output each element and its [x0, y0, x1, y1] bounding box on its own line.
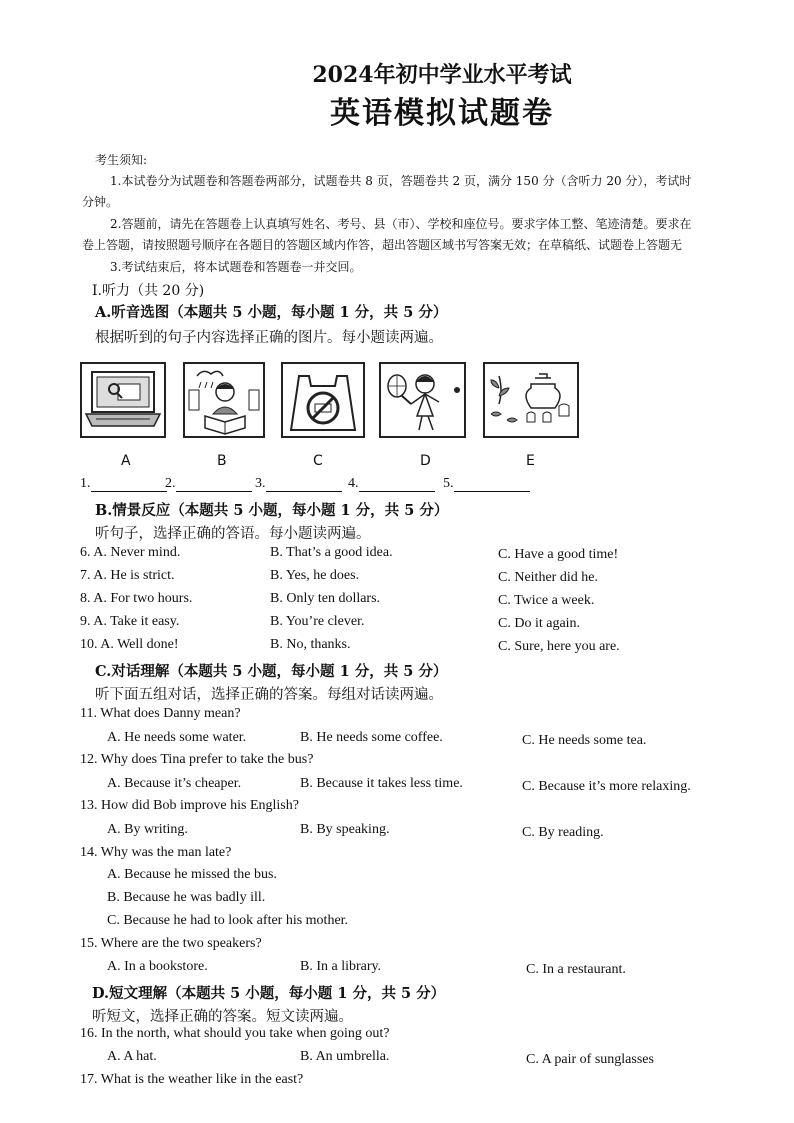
part-c-instruction: 听下面五组对话，选择正确的答案。每组对话读两遍。 [95, 687, 443, 703]
q15-option-b[interactable]: B. In a library. [300, 959, 382, 974]
q13-stem: 13. How did Bob improve his English? [80, 798, 299, 813]
exam-subtitle: 英语模拟试题卷 [330, 96, 554, 131]
q16-option-c[interactable]: C. A pair of sunglasses [526, 1052, 654, 1067]
q14-option-b[interactable]: B. Because he was badly ill. [107, 890, 266, 905]
q15-option-a[interactable]: A. In a bookstore. [107, 959, 208, 974]
q14-stem: 14. Why was the man late? [80, 845, 232, 860]
q12-option-a[interactable]: A. Because it’s cheaper. [107, 776, 242, 791]
q8-option-c[interactable]: C. Twice a week. [498, 593, 595, 608]
q16-option-a[interactable]: A. A hat. [107, 1049, 157, 1064]
q16-stem: 16. In the north, what should you take when going out? [80, 1026, 390, 1041]
picture-c-no-plastic-bag [281, 362, 365, 438]
answer-blank-4[interactable] [348, 476, 435, 492]
q7-option-b[interactable]: B. Yes, he does. [270, 568, 360, 583]
q10-option-c[interactable]: C. Sure, here you are. [498, 639, 620, 654]
q12-option-b[interactable]: B. Because it takes less time. [300, 776, 463, 791]
q13-option-b[interactable]: B. By speaking. [300, 822, 390, 837]
laptop-icon [82, 364, 164, 436]
q14-option-a[interactable]: A. Because he missed the bus. [107, 867, 277, 882]
blank-number: 1. [80, 476, 91, 491]
plastic-bag-icon [283, 364, 363, 436]
answer-blank-5[interactable] [443, 476, 530, 492]
notice-line-1b: 分钟。 [82, 195, 119, 209]
section-listening-title: Ⅰ.听力（共 20 分) [92, 283, 205, 299]
picture-e-tea-set [483, 362, 579, 438]
tea-set-icon [485, 364, 577, 436]
blank-number: 4. [348, 476, 359, 491]
q10-option-a[interactable]: 10. A. Well done! [80, 637, 179, 652]
answer-blank-2[interactable] [165, 476, 252, 492]
q11-option-a[interactable]: A. He needs some water. [107, 730, 247, 745]
q7-option-c[interactable]: C. Neither did he. [498, 570, 598, 585]
q9-option-c[interactable]: C. Do it again. [498, 616, 581, 631]
q16-option-b[interactable]: B. An umbrella. [300, 1049, 390, 1064]
q10-option-b[interactable]: B. No, thanks. [270, 637, 351, 652]
q14-option-c[interactable]: C. Because he had to look after his mother. [107, 913, 349, 928]
picture-label-e: E [526, 453, 535, 469]
q17-stem: 17. What is the weather like in the east? [80, 1072, 304, 1087]
answer-blank-1[interactable] [80, 476, 167, 492]
picture-label-c: C [313, 453, 323, 469]
q11-option-c[interactable]: C. He needs some tea. [522, 733, 647, 748]
picture-a-laptop [80, 362, 166, 438]
part-a-instruction: 根据听到的句子内容选择正确的图片。每小题读两遍。 [95, 330, 443, 346]
blank-number: 5. [443, 476, 454, 491]
blank-number: 3. [255, 476, 266, 491]
q11-stem: 11. What does Danny mean? [80, 706, 241, 721]
q7-option-a[interactable]: 7. A. He is strict. [80, 568, 175, 583]
q8-option-b[interactable]: B. Only ten dollars. [270, 591, 381, 606]
q9-option-b[interactable]: B. You’re clever. [270, 614, 365, 629]
notice-heading: 考生须知: [95, 153, 148, 167]
q13-option-a[interactable]: A. By writing. [107, 822, 188, 837]
exam-title: 2024年初中学业水平考试 [312, 62, 572, 88]
part-c-title: C.对话理解（本题共 5 小题，每小题 1 分，共 5 分） [95, 663, 448, 680]
q9-option-a[interactable]: 9. A. Take it easy. [80, 614, 180, 629]
boy-reading-icon [185, 364, 263, 436]
part-a-title: A.听音选图（本题共 5 小题，每小题 1 分，共 5 分） [95, 304, 448, 321]
part-b-title: B.情景反应（本题共 5 小题，每小题 1 分，共 5 分） [95, 502, 449, 519]
notice-line-1a: 1.本试卷分为试题卷和答题卷两部分，试题卷共 8 页，答题卷共 2 页，满分 150 分（含听力 20 分），考试时 [110, 174, 692, 188]
tennis-icon [381, 364, 464, 436]
q13-option-c[interactable]: C. By reading. [522, 825, 604, 840]
notice-line-2a: 2.答题前，请先在答题卷上认真填写姓名、考号、县（市）、学校和座位号。要求字体工整、笔迹清楚。要求在 [110, 217, 692, 231]
q12-option-c[interactable]: C. Because it’s more relaxing. [522, 779, 691, 794]
q8-option-a[interactable]: 8. A. For two hours. [80, 591, 193, 606]
q6-option-a[interactable]: 6. A. Never mind. [80, 545, 181, 560]
answer-blank-3[interactable] [255, 476, 342, 492]
q6-option-b[interactable]: B. That’s a good idea. [270, 545, 393, 560]
blank-number: 2. [165, 476, 176, 491]
part-d-title: D.短文理解（本题共 5 小题，每小题 1 分，共 5 分） [92, 985, 446, 1002]
q6-option-c[interactable]: C. Have a good time! [498, 547, 619, 562]
notice-line-3: 3.考试结束后，将本试题卷和答题卷一并交回。 [110, 260, 362, 274]
q12-stem: 12. Why does Tina prefer to take the bus? [80, 752, 314, 767]
picture-label-a: A [121, 453, 131, 469]
q15-stem: 15. Where are the two speakers? [80, 936, 262, 951]
q15-option-c[interactable]: C. In a restaurant. [526, 962, 626, 977]
q11-option-b[interactable]: B. He needs some coffee. [300, 730, 443, 745]
picture-b-boy-reading [183, 362, 265, 438]
part-b-instruction: 听句子，选择正确的答语。每小题读两遍。 [95, 526, 371, 542]
notice-line-2b: 卷上答题，请按照题号顺序在各题目的答题区域内作答，超出答题区域书写答案无效；在草稿纸、试题卷上答题无 [82, 238, 683, 252]
part-d-instruction: 听短文，选择正确的答案。短文读两遍。 [92, 1009, 353, 1025]
picture-d-girl-tennis [379, 362, 466, 438]
picture-label-d: D [420, 453, 431, 469]
picture-label-b: B [217, 453, 227, 469]
